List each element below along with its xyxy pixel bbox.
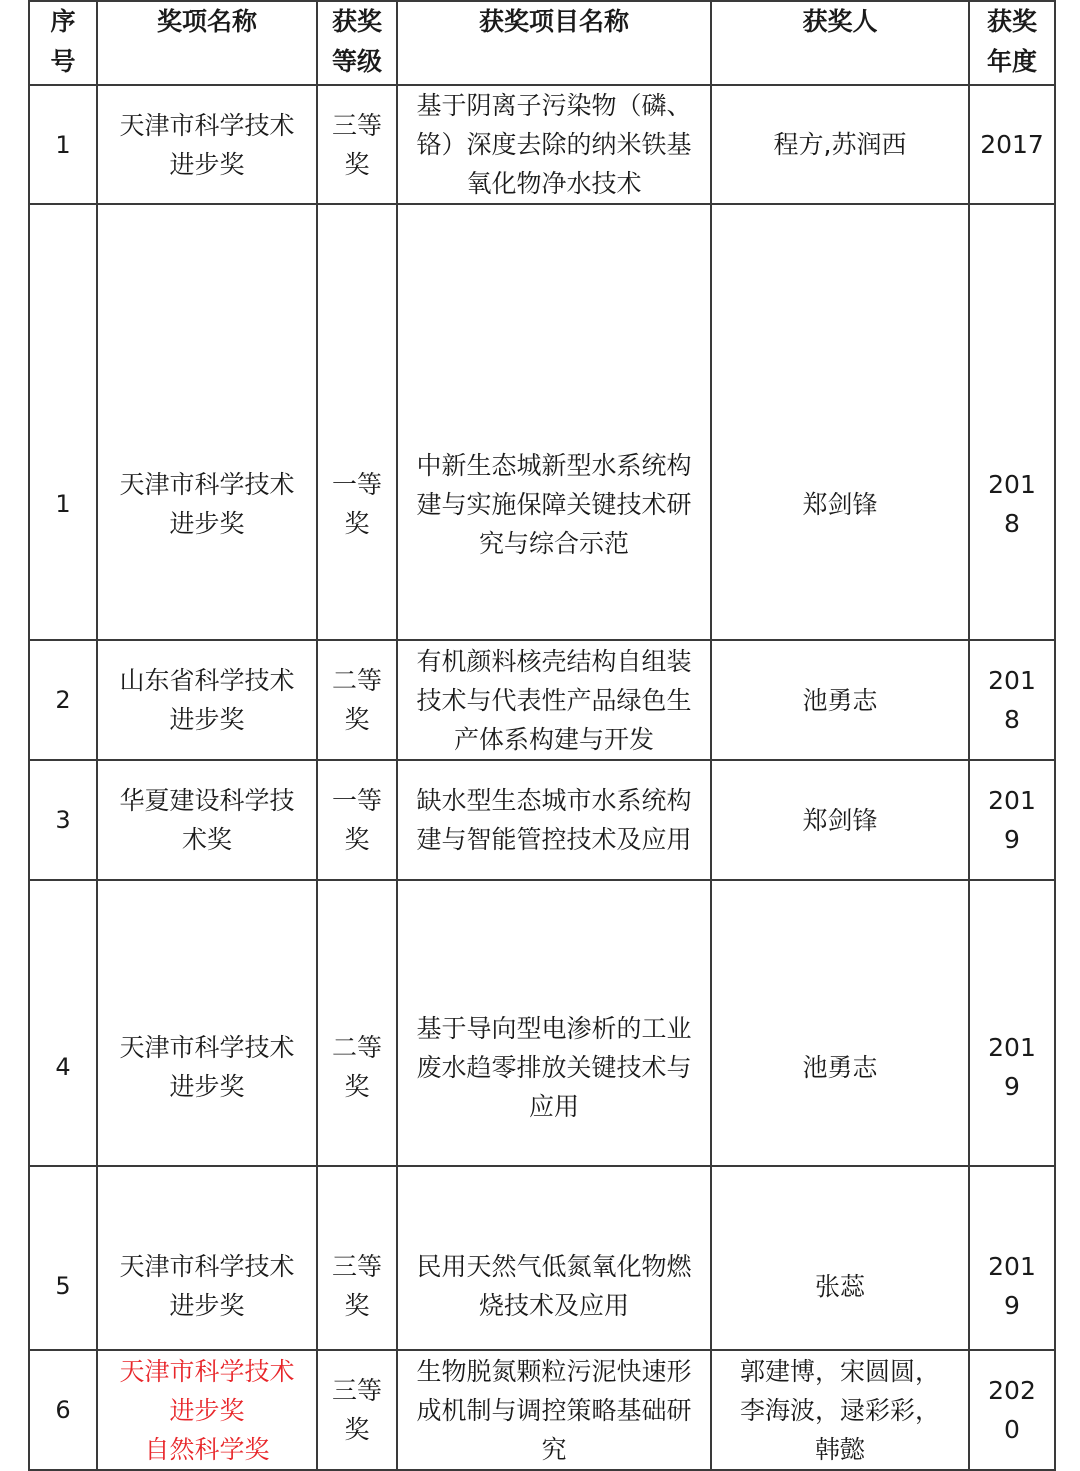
cell-no bbox=[29, 640, 97, 760]
cell-level bbox=[317, 880, 397, 1166]
cell-winner bbox=[711, 880, 969, 1166]
cell-award bbox=[97, 85, 317, 204]
table-row bbox=[29, 1166, 1055, 1350]
cell-winner bbox=[711, 760, 969, 880]
award-level: 三等奖 bbox=[331, 110, 382, 179]
header-no-label: 序号 bbox=[50, 7, 76, 76]
winner-names: 郑剑锋 bbox=[802, 805, 878, 835]
award-year: 2019 bbox=[988, 1033, 1036, 1101]
cell-year bbox=[969, 640, 1055, 760]
winner-names: 张蕊 bbox=[814, 1271, 865, 1301]
table-row bbox=[29, 204, 1055, 640]
header-level-label: 获奖等级 bbox=[331, 7, 382, 76]
award-level: 一等奖 bbox=[331, 786, 382, 854]
header-project-label: 获奖项目名称 bbox=[478, 7, 629, 36]
row-number: 5 bbox=[55, 1272, 71, 1300]
award-name-extra: 自然科学奖 bbox=[144, 1434, 270, 1464]
table-row bbox=[29, 640, 1055, 760]
award-level: 一等奖 bbox=[331, 470, 382, 538]
project-name: 缺水型生态城市水系统构建与智能管控技术及应用 bbox=[416, 786, 692, 854]
header-award-label: 奖项名称 bbox=[156, 7, 257, 36]
award-name: 华夏建设科学技术奖 bbox=[119, 786, 295, 854]
award-level: 三等奖 bbox=[331, 1376, 382, 1444]
winner-names: 程方,苏润西 bbox=[773, 130, 907, 159]
award-level: 二等奖 bbox=[331, 666, 382, 734]
award-name: 天津市科学技术进步奖 bbox=[119, 1033, 295, 1101]
table-header-row bbox=[29, 1, 1055, 85]
cell-project bbox=[397, 85, 711, 204]
cell-award bbox=[97, 1350, 317, 1470]
cell-award bbox=[97, 640, 317, 760]
cell-project bbox=[397, 760, 711, 880]
project-name: 中新生态城新型水系统构建与实施保障关键技术研究与综合示范 bbox=[416, 450, 692, 558]
winner-names: 郑剑锋 bbox=[802, 489, 878, 519]
award-year: 2019 bbox=[988, 1252, 1036, 1320]
project-name: 民用天然气低氮氧化物燃烧技术及应用 bbox=[416, 1252, 692, 1320]
table-row bbox=[29, 1350, 1055, 1470]
cell-no bbox=[29, 85, 97, 204]
cell-year bbox=[969, 85, 1055, 204]
cell-no bbox=[29, 204, 97, 640]
cell-no bbox=[29, 1166, 97, 1350]
cell-winner bbox=[711, 85, 969, 204]
cell-level bbox=[317, 640, 397, 760]
awards-table bbox=[28, 0, 1056, 1471]
table-row bbox=[29, 85, 1055, 204]
row-number: 2 bbox=[55, 686, 71, 714]
award-year: 2018 bbox=[988, 470, 1036, 538]
cell-level bbox=[317, 1350, 397, 1470]
award-name-highlighted: 天津市科学技术进步奖 bbox=[119, 1356, 295, 1425]
cell-no bbox=[29, 1350, 97, 1470]
header-year-label: 获奖年度 bbox=[986, 7, 1037, 76]
cell-year bbox=[969, 1350, 1055, 1470]
cell-year bbox=[969, 204, 1055, 640]
cell-year bbox=[969, 760, 1055, 880]
project-name: 基于阴离子污染物（磷、铬）深度去除的纳米铁基氧化物净水技术 bbox=[416, 91, 692, 198]
header-winner bbox=[711, 1, 969, 85]
cell-winner bbox=[711, 640, 969, 760]
row-number: 6 bbox=[55, 1396, 71, 1424]
row-number: 3 bbox=[55, 806, 71, 834]
cell-year bbox=[969, 880, 1055, 1166]
cell-year bbox=[969, 1166, 1055, 1350]
cell-award bbox=[97, 880, 317, 1166]
cell-no bbox=[29, 880, 97, 1166]
cell-project bbox=[397, 1350, 711, 1470]
cell-project bbox=[397, 880, 711, 1166]
award-level: 三等奖 bbox=[331, 1252, 382, 1320]
cell-level bbox=[317, 760, 397, 880]
header-project bbox=[397, 1, 711, 85]
project-name: 有机颜料核壳结构自组装技术与代表性产品绿色生产体系构建与开发 bbox=[416, 646, 692, 754]
cell-award bbox=[97, 760, 317, 880]
cell-project bbox=[397, 204, 711, 640]
award-year: 2019 bbox=[988, 786, 1036, 854]
award-name: 天津市科学技术进步奖 bbox=[119, 110, 295, 179]
cell-winner bbox=[711, 1350, 969, 1470]
project-name: 生物脱氮颗粒污泥快速形成机制与调控策略基础研究 bbox=[416, 1356, 692, 1464]
row-number: 4 bbox=[55, 1053, 71, 1081]
header-winner-label: 获奖人 bbox=[802, 7, 878, 36]
cell-winner bbox=[711, 1166, 969, 1350]
winner-names: 池勇志 bbox=[802, 1052, 878, 1082]
table-row bbox=[29, 880, 1055, 1166]
cell-project bbox=[397, 1166, 711, 1350]
header-award bbox=[97, 1, 317, 85]
header-level bbox=[317, 1, 397, 85]
award-year: 2018 bbox=[988, 666, 1036, 734]
row-number: 1 bbox=[55, 490, 71, 518]
cell-level bbox=[317, 204, 397, 640]
award-name: 天津市科学技术进步奖 bbox=[119, 470, 295, 538]
cell-level bbox=[317, 1166, 397, 1350]
cell-winner bbox=[711, 204, 969, 640]
row-number: 1 bbox=[55, 130, 71, 159]
award-year: 2020 bbox=[988, 1376, 1036, 1444]
cell-level bbox=[317, 85, 397, 204]
project-name: 基于导向型电渗析的工业废水趋零排放关键技术与应用 bbox=[416, 1013, 692, 1121]
award-name: 山东省科学技术进步奖 bbox=[119, 666, 295, 734]
header-no bbox=[29, 1, 97, 85]
cell-award bbox=[97, 1166, 317, 1350]
award-level: 二等奖 bbox=[331, 1033, 382, 1101]
cell-no bbox=[29, 760, 97, 880]
cell-project bbox=[397, 640, 711, 760]
award-year: 2017 bbox=[980, 130, 1044, 159]
award-name: 天津市科学技术进步奖 bbox=[119, 1252, 295, 1320]
winner-names: 郭建博，宋圆圆，李海波，逯彩彩，韩懿 bbox=[739, 1356, 940, 1464]
awards-sheet bbox=[28, 0, 1054, 1470]
cell-award bbox=[97, 204, 317, 640]
header-year bbox=[969, 1, 1055, 85]
winner-names: 池勇志 bbox=[802, 685, 878, 715]
table-row bbox=[29, 760, 1055, 880]
